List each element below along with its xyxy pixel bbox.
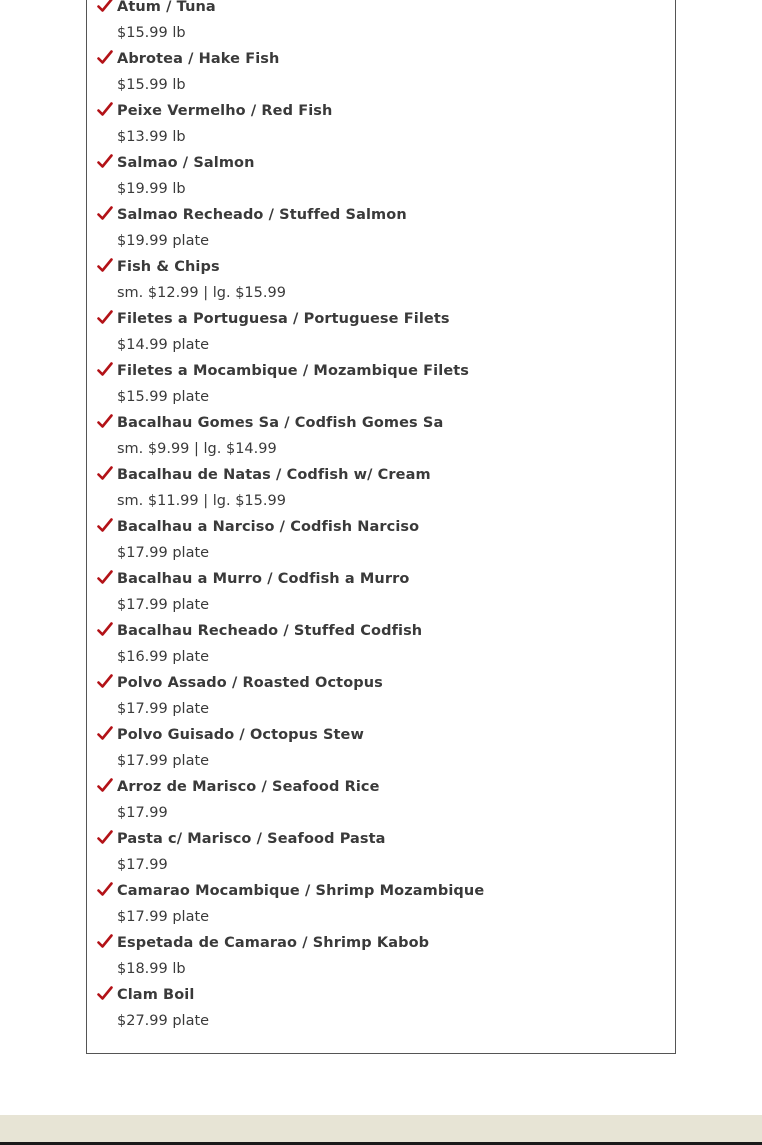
menu-item xyxy=(0,202,762,254)
menu-item xyxy=(0,462,762,514)
menu-item xyxy=(0,514,762,566)
menu-item-name: Fish & Chips xyxy=(117,259,220,275)
checkmark-icon xyxy=(97,50,113,66)
menu-item-price: $15.99 lb xyxy=(117,77,186,93)
menu-item-name: Arroz de Marisco / Seafood Rice xyxy=(117,779,380,795)
menu-item-name: Bacalhau Recheado / Stuffed Codfish xyxy=(117,623,423,639)
menu-item xyxy=(0,878,762,930)
menu-item-price: $18.99 lb xyxy=(117,961,186,977)
menu-item-price: $15.99 lb xyxy=(117,25,186,41)
checkmark-icon xyxy=(97,674,113,690)
menu-item xyxy=(0,410,762,462)
menu-item-price: sm. $12.99 | lg. $15.99 xyxy=(117,285,286,301)
checkmark-icon xyxy=(97,154,113,170)
menu-item-name: Abrotea / Hake Fish xyxy=(117,51,280,67)
menu-item-name: Peixe Vermelho / Red Fish xyxy=(117,103,333,119)
menu-item xyxy=(0,982,762,1034)
menu-item-name: Atum / Tuna xyxy=(117,0,216,15)
checkmark-icon xyxy=(97,778,113,794)
menu-item-name: Bacalhau a Murro / Codfish a Murro xyxy=(117,571,410,587)
menu-item-name: Camarao Mocambique / Shrimp Mozambique xyxy=(117,883,485,899)
checkmark-icon xyxy=(97,206,113,222)
menu-item-price: $19.99 plate xyxy=(117,233,210,249)
menu-item-price: $17.99 xyxy=(117,805,168,821)
menu-item-name: Bacalhau Gomes Sa / Codfish Gomes Sa xyxy=(117,415,444,431)
menu-item-price: $17.99 plate xyxy=(117,597,210,613)
menu-item xyxy=(0,774,762,826)
menu-item xyxy=(0,722,762,774)
checkmark-icon xyxy=(97,882,113,898)
menu-item-price: $17.99 plate xyxy=(117,701,210,717)
checkmark-icon xyxy=(97,986,113,1002)
menu-item-price: $16.99 plate xyxy=(117,649,210,665)
checkmark-icon xyxy=(97,622,113,638)
menu-item-name: Filetes a Mocambique / Mozambique Filets xyxy=(117,363,470,379)
checkmark-icon xyxy=(97,258,113,274)
menu-item-price: $14.99 plate xyxy=(117,337,210,353)
menu-item xyxy=(0,306,762,358)
menu-item-price: $19.99 lb xyxy=(117,181,186,197)
menu-item-price: $17.99 plate xyxy=(117,753,210,769)
menu-item-name: Filetes a Portuguesa / Portuguese Filets xyxy=(117,311,450,327)
menu-item-price: $15.99 plate xyxy=(117,389,210,405)
checkmark-icon xyxy=(97,414,113,430)
menu-item-name: Polvo Guisado / Octopus Stew xyxy=(117,727,364,743)
checkmark-icon xyxy=(97,518,113,534)
menu-item-name: Pasta c/ Marisco / Seafood Pasta xyxy=(117,831,386,847)
checkmark-icon xyxy=(97,102,113,118)
checkmark-icon xyxy=(97,362,113,378)
checkmark-icon xyxy=(97,830,113,846)
menu-item-name: Bacalhau de Natas / Codfish w/ Cream xyxy=(117,467,431,483)
menu-item-name: Salmao Recheado / Stuffed Salmon xyxy=(117,207,407,223)
menu-item-name: Salmao / Salmon xyxy=(117,155,255,171)
menu-item-name: Espetada de Camarao / Shrimp Kabob xyxy=(117,935,430,951)
menu-item xyxy=(0,826,762,878)
menu-item-price: $13.99 lb xyxy=(117,129,186,145)
menu-item-price: $27.99 plate xyxy=(117,1013,210,1029)
menu-item-price: sm. $9.99 | lg. $14.99 xyxy=(117,441,277,457)
menu-item-name: Polvo Assado / Roasted Octopus xyxy=(117,675,383,691)
checkmark-icon xyxy=(97,0,113,14)
menu-item-price: $17.99 plate xyxy=(117,545,210,561)
footer-band xyxy=(0,1115,762,1142)
menu-item xyxy=(0,566,762,618)
menu-item xyxy=(0,150,762,202)
menu-item xyxy=(0,618,762,670)
menu-item xyxy=(0,358,762,410)
menu-item xyxy=(0,98,762,150)
menu-item xyxy=(0,0,762,46)
checkmark-icon xyxy=(97,466,113,482)
menu-item xyxy=(0,254,762,306)
menu-item-price: sm. $11.99 | lg. $15.99 xyxy=(117,493,286,509)
menu-item xyxy=(0,46,762,98)
checkmark-icon xyxy=(97,570,113,586)
checkmark-icon xyxy=(97,726,113,742)
menu-item-price: $17.99 xyxy=(117,857,168,873)
menu-item-name: Bacalhau a Narciso / Codfish Narciso xyxy=(117,519,420,535)
checkmark-icon xyxy=(97,934,113,950)
menu-item xyxy=(0,930,762,982)
menu-item-price: $17.99 plate xyxy=(117,909,210,925)
menu-item xyxy=(0,670,762,722)
menu-item-name: Clam Boil xyxy=(117,987,195,1003)
checkmark-icon xyxy=(97,310,113,326)
